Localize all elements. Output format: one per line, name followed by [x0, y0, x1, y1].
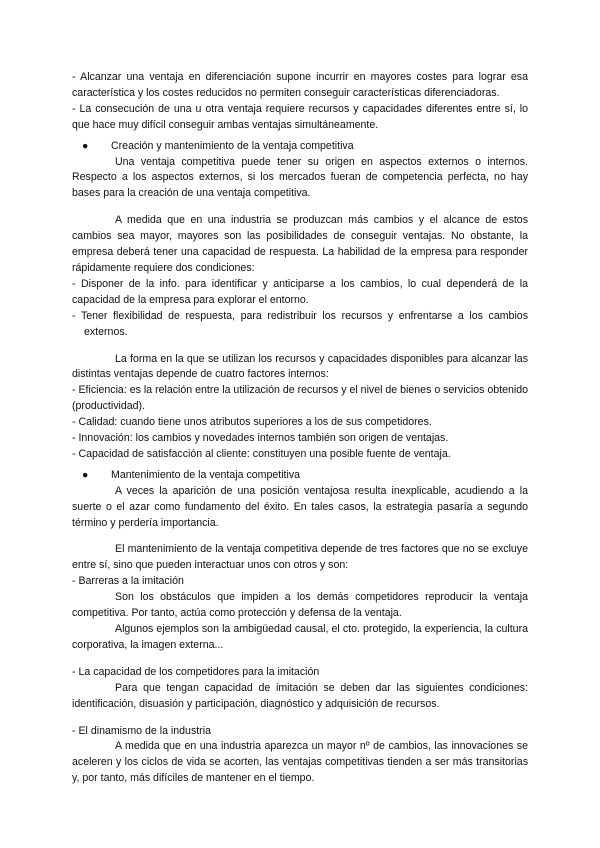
paragraph: A medida que en una industria aparezca un mayor nº de cambios, las innovaciones se aceleren y los ciclos de vida se acorten, las ventajas competitivas tienden a ser más transitorias y, por tanto, más difíciles de mantener en el tiempo.: [72, 740, 528, 785]
subheading: - El dinamismo de la industria: [72, 724, 211, 737]
paragraph: El mantenimiento de la ventaja competitiva depende de tres factores que no se excluye entre sí, sino que pueden interactuar unos con otros y son:: [72, 543, 528, 572]
list-item: - Disponer de la info. para identificar y anticiparse a los cambios, lo cual dependerá de la capacidad de la empresa para explorar el entorno.: [72, 277, 528, 306]
section-heading-mantenimiento: [72, 468, 528, 484]
subheading: - La capacidad de los competidores para la imitación: [72, 665, 320, 678]
paragraph: Una ventaja competitiva puede tener su origen en aspectos externos o internos. Respecto a los aspectos externos, si los mercados fueran de competencia perfecta, no hay bases para la creación de una ventaja competitiva.: [72, 155, 528, 200]
heading-text: Creación y mantenimiento de la ventaja competitiva: [111, 139, 354, 152]
list-item: - Tener flexibilidad de respuesta, para redistribuir los recursos y enfrentarse a los cambios externos.: [72, 309, 528, 338]
bullet-icon: ●: [82, 139, 89, 152]
paragraph: A medida que en una industria se produzcan más cambios y el alcance de estos cambios sea mayor, mayores son las posibilidades de conseguir ventajas. No obstante, la empresa deberá tener una capacidad de respuesta. La habilidad de la empresa para responder rápidamente requiere dos condiciones:: [72, 214, 528, 274]
intro-paragraph-2: - La consecución de una u otra ventaja requiere recursos y capacidades diferentes entre sí, lo que hace muy difícil conseguir ambas ventajas simultáneamente.: [72, 102, 528, 131]
list-item: - Eficiencia: es la relación entre la utilización de recursos y el nivel de bienes o servicios obtenido (productividad).: [72, 384, 528, 413]
subheading: - Barreras a la imitación: [72, 575, 184, 588]
document-page: [72, 70, 528, 787]
paragraph: Son los obstáculos que impiden a los demás competidores reproducir la ventaja competitiva. Por tanto, actúa como protección y defensa de la ventaja.: [72, 591, 528, 620]
paragraph: Algunos ejemplos son la ambigüedad causal, el cto. protegido, la experiencia, la cultura corporativa, la imagen externa...: [72, 623, 528, 651]
paragraph: Para que tengan capacidad de imitación se deben dar las siguientes condiciones: identificación, disuasión y participación, diagnóstico y adquisición de recursos.: [72, 681, 528, 710]
paragraph: La forma en la que se utilizan los recursos y capacidades disponibles para alcanzar las distintas ventajas depende de cuatro factores internos:: [72, 352, 528, 381]
list-item: - Innovación: los cambios y novedades internos también son origen de ventajas.: [72, 432, 449, 445]
heading-text: Mantenimiento de la ventaja competitiva: [111, 468, 301, 481]
paragraph: A veces la aparición de una posición ventajosa resulta inexplicable, acudiendo a la suerte o el azar como fundamento del éxito. En tales casos, la estrategia pasaría a segundo término y perdería importancia.: [72, 484, 528, 529]
bullet-icon: ●: [82, 468, 89, 481]
list-item: - Calidad: cuando tiene unos atributos superiores a los de sus competidores.: [72, 416, 432, 429]
section-heading-creacion: [72, 139, 528, 155]
list-item: - Capacidad de satisfacción al cliente: constituyen una posible fuente de ventaja.: [72, 447, 451, 460]
intro-paragraph-1: - Alcanzar una ventaja en diferenciación supone incurrir en mayores costes para lograr esa característica y los costes reducidos no permiten conseguir características diferenciadoras.: [72, 71, 528, 99]
